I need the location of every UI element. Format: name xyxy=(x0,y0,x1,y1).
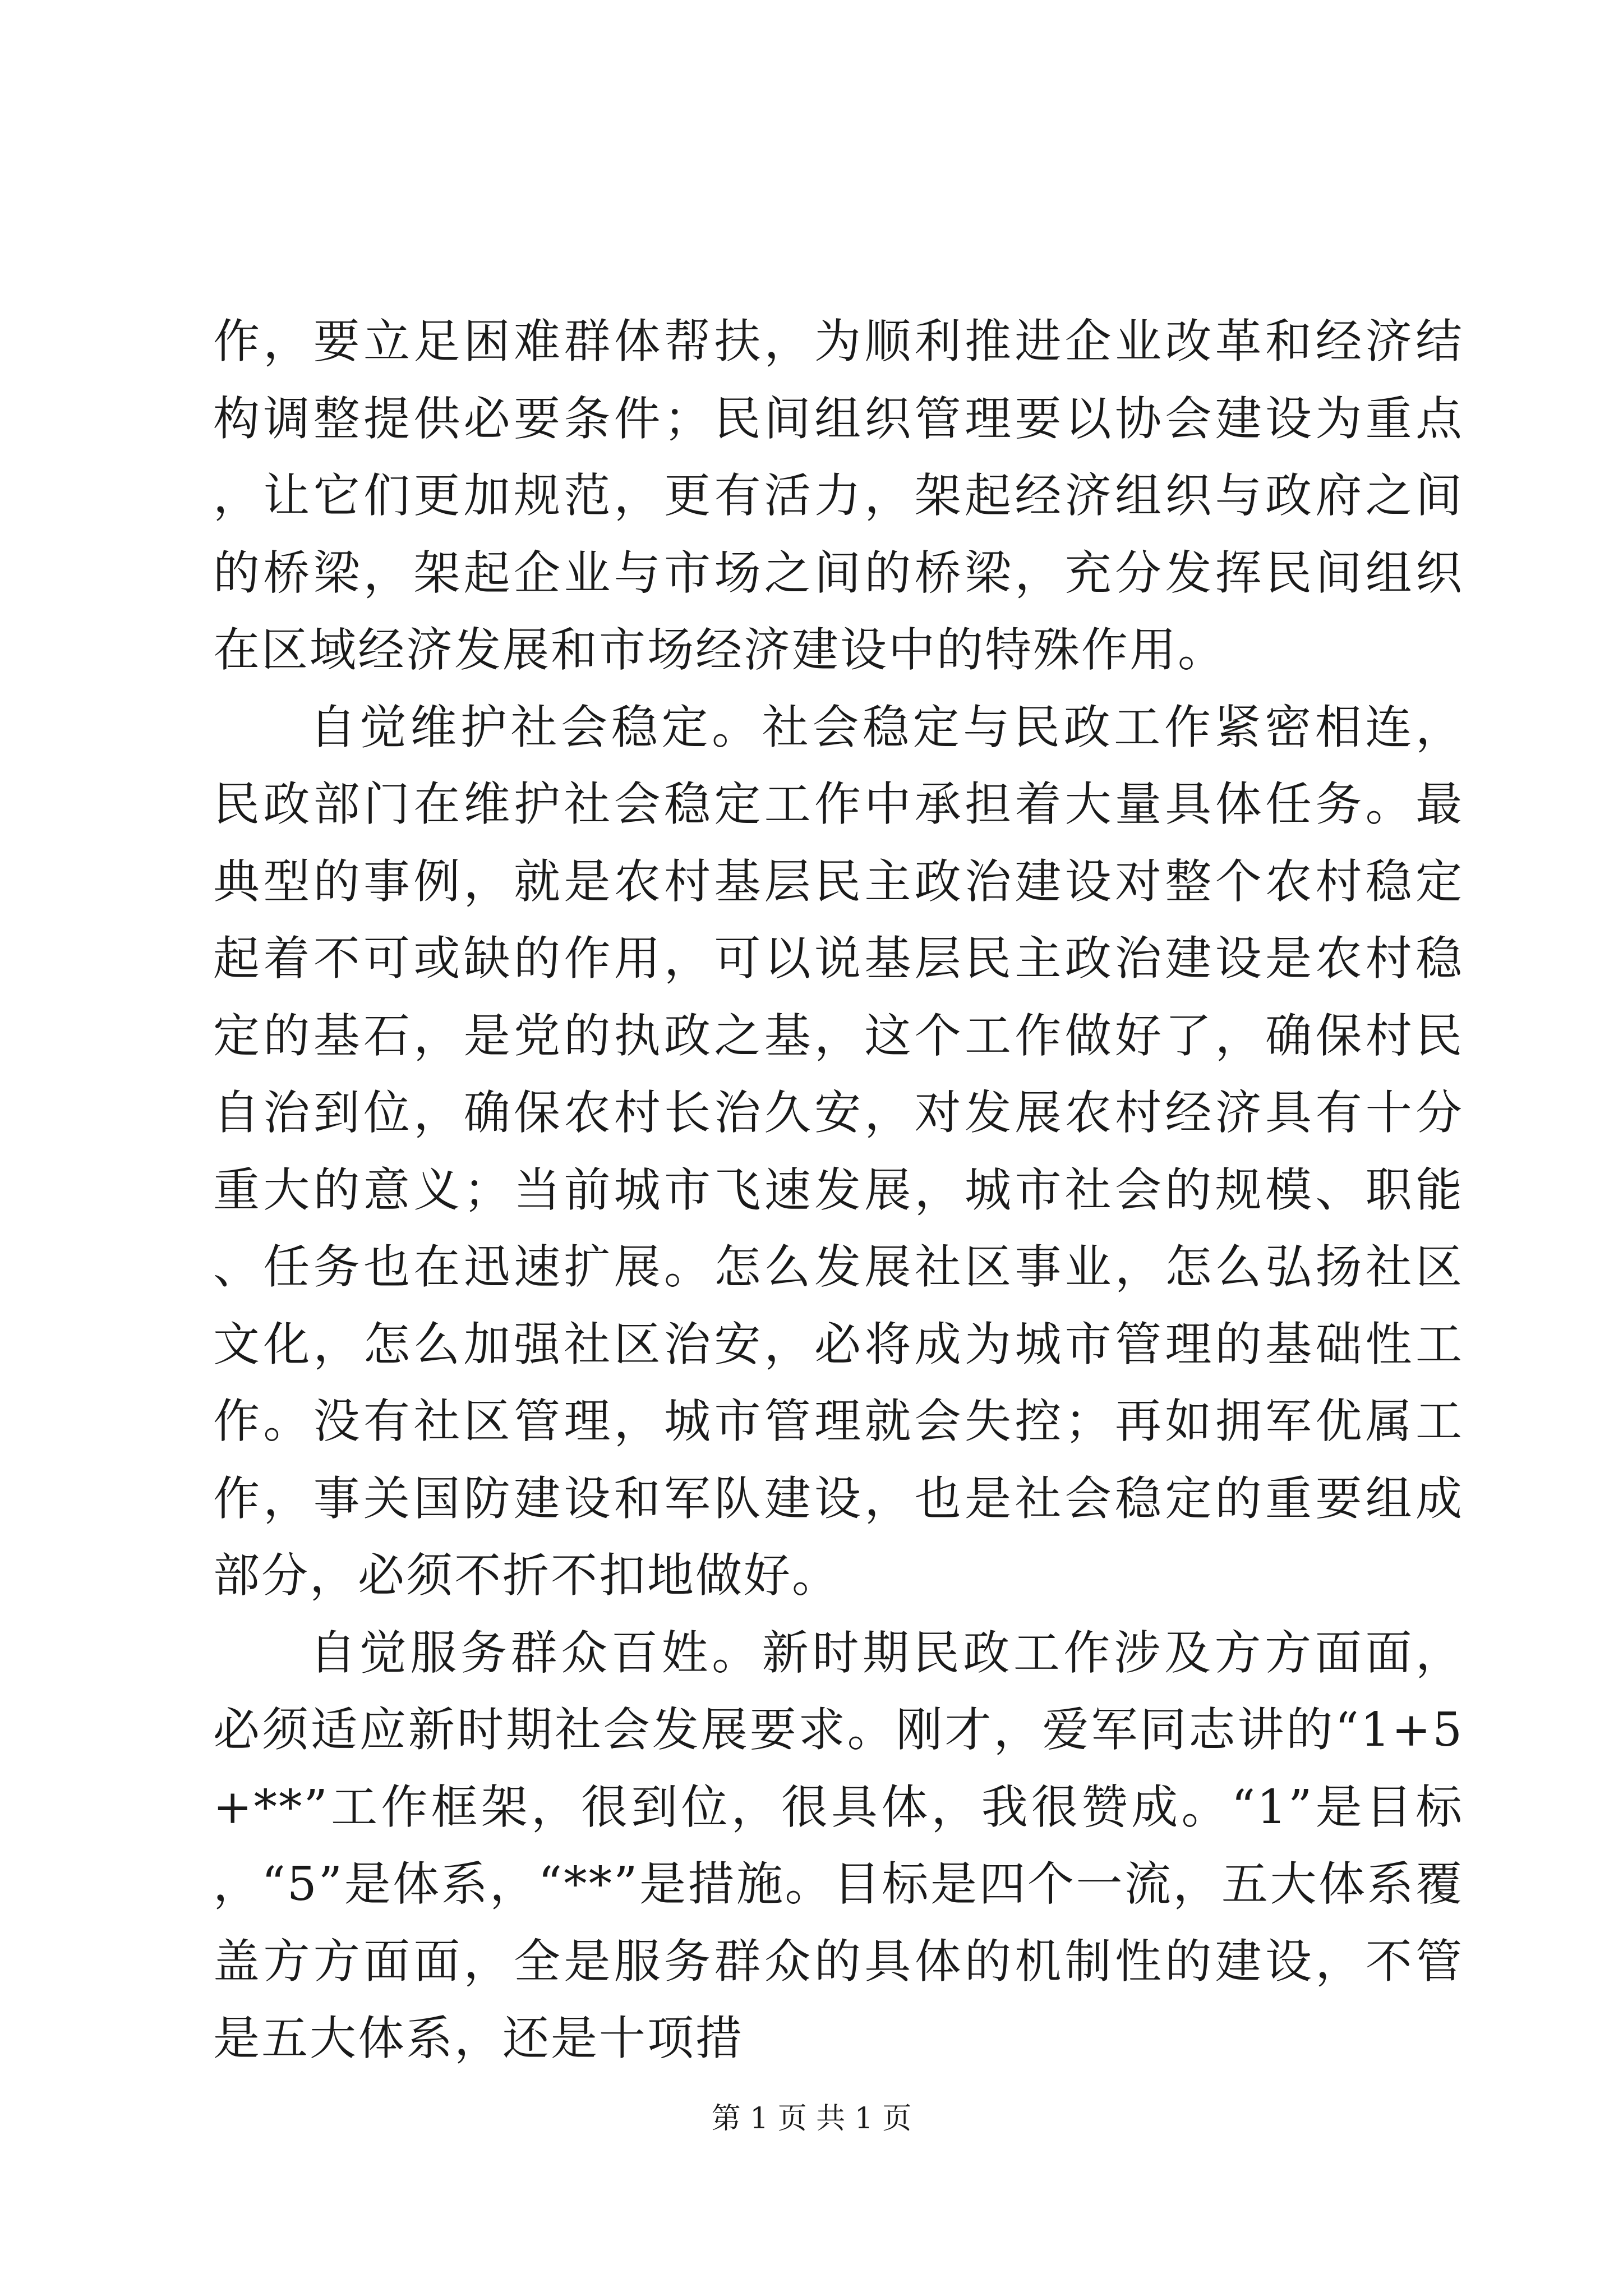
page-number-footer: 第 1 页 共 1 页 xyxy=(711,2102,912,2136)
document-body xyxy=(213,303,1464,2077)
paragraph-1: 作，要立足困难群体帮扶，为顺利推进企业改革和经济结构调整提供必要条件；民间组织管理要以协会建设为重点，让它们更加规范，更有活力，架起经济组织与政府之间的桥梁，架起企业与市场之间的桥梁，充分发挥民间组织在区域经济发展和市场经济建设中的特殊作用。 xyxy=(213,314,1464,677)
paragraph-2: 自觉维护社会稳定。社会稳定与民政工作紧密相连，民政部门在维护社会稳定工作中承担着大量具体任务。最典型的事例，就是农村基层民主政治建设对整个农村稳定起着不可或缺的作用，可以说基层民主政治建设是农村稳定的基石，是党的执政之基，这个工作做好了，确保村民自治到位，确保农村长治久安，对发展农村经济具有十分重大的意义；当前城市飞速发展，城市社会的规模、职能、任务也在迅速扩展。怎么发展社区事业，怎么弘扬社区文化，怎么加强社区治安，必将成为城市管理的基础性工作。没有社区管理，城市管理就会失控；再如拥军优属工作，事关国防建设和军队建设，也是社会稳定的重要组成部分，必须不折不扣地做好。 xyxy=(213,700,1464,1603)
paragraph-3: 自觉服务群众百姓。新时期民政工作涉及方方面面，必须适应新时期社会发展要求。刚才，爱军同志讲的“1+5+**”工作框架，很到位，很具体，我很赞成。“1”是目标，“5”是体系，“**”是措施。目标是四个一流，五大体系覆盖方方面面，全是服务群众的具体的机制性的建设，不管是五大体系，还是十项措 xyxy=(213,1625,1464,2065)
